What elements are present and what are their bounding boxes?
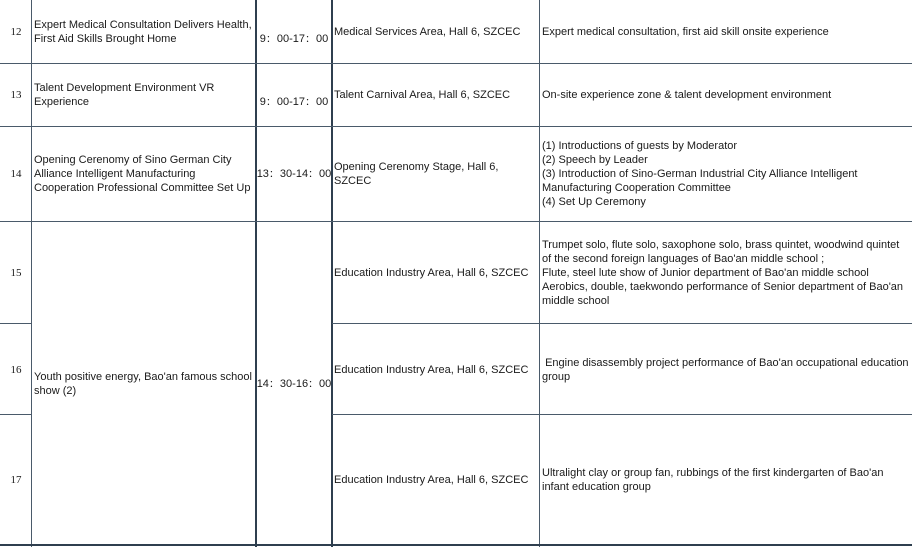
grid-line bbox=[0, 63, 912, 64]
event-name: Expert Medical Consultation Delivers Health, First Aid Skills Brought Home bbox=[34, 18, 252, 45]
time-slot: 9：00-17：00 bbox=[259, 32, 329, 45]
event-content bbox=[540, 0, 912, 63]
event-content bbox=[540, 222, 912, 324]
event-content bbox=[540, 415, 912, 545]
content-line: Trumpet solo, flute solo, saxophone solo, brass quintet, woodwind quintet of the second foreign languages of Bao'an middle school ; bbox=[542, 239, 900, 265]
grid-line bbox=[0, 544, 912, 546]
grid-line bbox=[0, 126, 912, 127]
row-number: 13 bbox=[10, 88, 22, 101]
grid-line bbox=[332, 414, 912, 415]
content-line: (1) Introductions of guests by Moderator bbox=[542, 140, 738, 152]
time-slot: 9：00-17：00 bbox=[259, 95, 329, 108]
event-name: Youth positive energy, Bao'an famous school show (2) bbox=[34, 370, 252, 397]
row-number: 15 bbox=[10, 267, 22, 279]
grid-line bbox=[31, 0, 32, 547]
row-number: 17 bbox=[10, 474, 22, 486]
time-slot: 13：30-14：00 bbox=[256, 168, 332, 180]
event-content bbox=[540, 324, 912, 415]
venue: Opening Cerenomy Stage, Hall 6, SZCEC bbox=[334, 161, 499, 187]
venue: Education Industry Area, Hall 6, SZCEC bbox=[334, 363, 529, 376]
venue: Education Industry Area, Hall 6, SZCEC bbox=[334, 267, 529, 279]
content-line: Expert medical consultation, first aid skill onsite experience bbox=[542, 25, 829, 38]
time-slot: 14：30-16：00 bbox=[256, 377, 332, 390]
content-line: Ultralight clay or group fan, rubbings of the first kindergarten of Bao'an infant education group bbox=[542, 467, 884, 493]
event-content bbox=[540, 63, 912, 126]
content-line: (2) Speech by Leader bbox=[542, 154, 648, 166]
grid-line bbox=[539, 0, 540, 547]
grid-line bbox=[255, 0, 257, 547]
grid-line bbox=[0, 414, 32, 415]
event-content bbox=[540, 126, 912, 222]
event-name: Talent Development Environment VR Experience bbox=[34, 81, 215, 108]
venue: Talent Carnival Area, Hall 6, SZCEC bbox=[334, 88, 511, 101]
content-line: On-site experience zone & talent development environment bbox=[542, 88, 832, 101]
content-line: Flute, steel lute show of Junior department of Bao'an middle school bbox=[542, 267, 869, 279]
content-line: Aerobics, double, taekwondo performance of Senior department of Bao'an middle school bbox=[542, 281, 904, 307]
grid-line bbox=[331, 0, 333, 547]
row-number: 12 bbox=[10, 25, 22, 38]
content-line: (3) Introduction of Sino-German Industrial City Alliance Intelligent Manufacturing Cooperation Committee bbox=[542, 168, 858, 194]
grid-line bbox=[0, 323, 32, 324]
grid-line bbox=[332, 323, 912, 324]
venue: Medical Services Area, Hall 6, SZCEC bbox=[334, 25, 521, 38]
content-line: (4) Set Up Ceremony bbox=[542, 196, 646, 208]
row-number: 16 bbox=[10, 363, 22, 376]
content-line: Engine disassembly project performance of Bao'an occupational education group bbox=[542, 356, 912, 383]
event-name: Opening Cerenomy of Sino German City Alliance Intelligent Manufacturing Cooperation Professional Committee Set Up bbox=[34, 154, 251, 194]
row-number: 14 bbox=[10, 168, 22, 180]
grid-line bbox=[0, 221, 912, 222]
venue: Education Industry Area, Hall 6, SZCEC bbox=[334, 474, 529, 486]
